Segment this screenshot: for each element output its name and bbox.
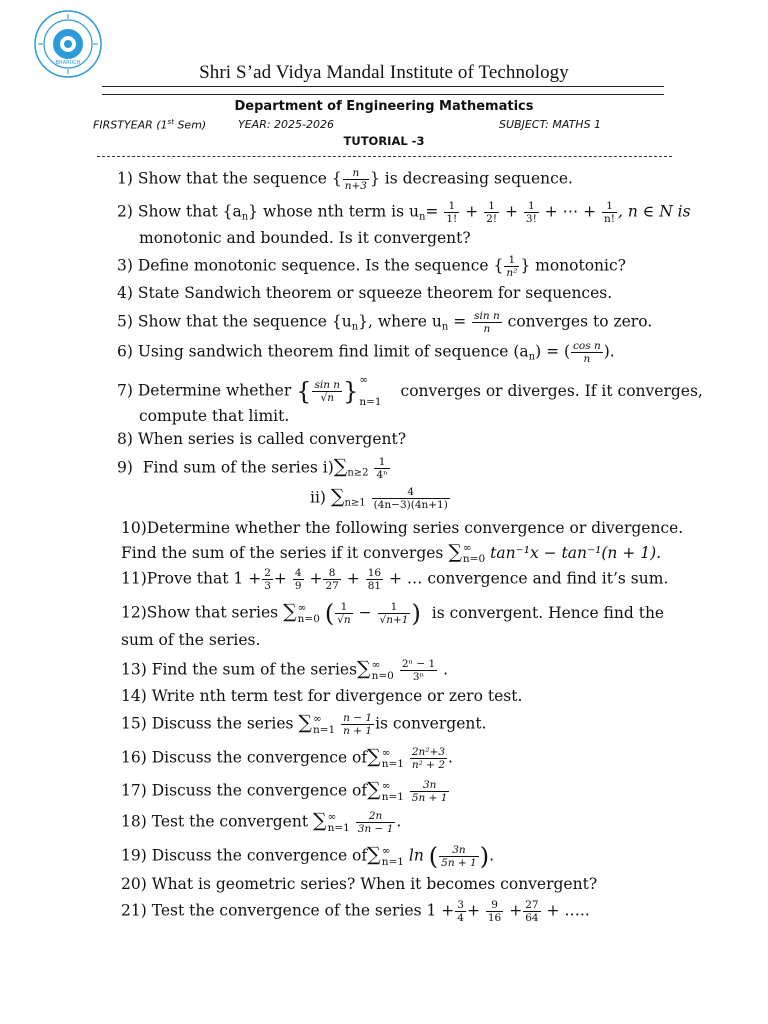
question-16: 16) Discuss the convergence of∑ ∞ n=1 $\frac{\text{2n²+3}}{\text{n² + 2}}$ . [121, 745, 453, 771]
question-6: 6) Using sandwich theorem find limit of sequence $(a_n)$ = ( $\frac{\text{cos n}}{n}$ ). [117, 340, 615, 365]
tutorial-title: TUTORIAL -3 [343, 134, 425, 148]
question-10-line-2: Find the sum of the series if it converges ∑ ∞ n=0 tan⁻¹x − tan⁻¹(n + 1). [121, 541, 662, 565]
question-14: 14) Write nth term test for divergence or zero test. [121, 687, 523, 705]
question-10: 10)Determine whether the following series convergence or divergence. [121, 519, 684, 537]
question-7: 7) Determine whether { $\frac{\text{sin n}}{√n}$ } ∞ n=1 converges or diverges. If it converges, [117, 374, 703, 408]
svg-text:BHARUCH: BHARUCH [55, 60, 81, 66]
double-rule [102, 86, 664, 95]
question-2: 2) Show that $\{a_n\}$ whose nth term is $u_n=$ $\frac{1}{1!}$ + $\frac{1}{2!}$ + $\frac{1}{3!}$ + ⋯ + $\frac{1}{n!}$ , n ∈ N is [117, 200, 691, 225]
question-7-line-2: compute that limit. [139, 407, 290, 425]
year-label: FIRSTYEAR (1st Sem) [93, 118, 207, 132]
dashed-rule [97, 156, 672, 157]
question-15: 15) Discuss the series ∑ ∞ n=1 $\frac{n - 1}{n + 1}$ is convergent. [121, 711, 487, 737]
question-9-part-ii: ii) $\sum_{n\ge 1}$ $\frac{4}{(4n-3)(4n+1)}$ [310, 485, 448, 511]
question-13: 13) Find the sum of the series∑ ∞ n=0 $\frac{\text{2ⁿ − 1}}{\text{3ⁿ}}$ . [121, 657, 449, 683]
question-12: 12)Show that series ∑ ∞ n=0 ( $\frac{1}{√n}$ − $\frac{1}{√n+1}$ ) is convergent. Hence find the [121, 599, 665, 628]
question-3: 3) Define monotonic sequence. Is the sequence { $\frac{1}{\text{n²}}$ } monotonic? [117, 254, 626, 279]
question-12-line-2: sum of the series. [121, 631, 261, 649]
question-21: 21) Test the convergence of the series 1 + $\frac{3}{4}$ + $\frac{9}{16}$ + $\frac{27}{64}$ + ….. [121, 899, 590, 924]
question-17: 17) Discuss the convergence of∑ ∞ n=1 $\frac{3n}{5n + 1}$ [121, 778, 448, 804]
question-18: 18) Test the convergent ∑ ∞ n=1 $\frac{2n}{3n - 1}$ . [121, 809, 402, 835]
question-4: 4) State Sandwich theorem or squeeze theorem for sequences. [117, 284, 613, 302]
question-19: 19) Discuss the convergence of∑ ∞ n=1 ln ( $\frac{3n}{5n + 1}$ ). [121, 842, 495, 871]
question-9: 9) Find sum of the series $i)\sum_{n\ge 2}$ $\frac{1}{\text{4ⁿ}}$ [117, 455, 388, 481]
question-8: 8) When series is called convergent? [117, 430, 407, 448]
question-5: 5) Show that the sequence $\{u_n\}$, where $u_n$ = $\frac{\text{sin n}}{n}$ converges to zero. [117, 310, 653, 335]
question-11: 11)Prove that 1 + $\frac{2}{3}$ + $\frac{4}{9}$ + $\frac{8}{27}$ + $\frac{16}{81}$ + … convergence and find it’s sum. [121, 567, 669, 592]
subject-label: SUBJECT: MATHS 1 [499, 118, 602, 131]
question-2-line-2: monotonic and bounded. Is it convergent? [139, 229, 471, 247]
question-1: 1) Show that the sequence { $\frac{n}{n+3}$ } is decreasing sequence. [117, 167, 573, 192]
institute-title: Shri S’ad Vidya Mandal Institute of Technology [199, 62, 569, 83]
department-title: Department of Engineering Mathematics [234, 99, 534, 114]
academic-year: YEAR: 2025-2026 [238, 118, 334, 131]
question-20: 20) What is geometric series? When it becomes convergent? [121, 875, 598, 893]
